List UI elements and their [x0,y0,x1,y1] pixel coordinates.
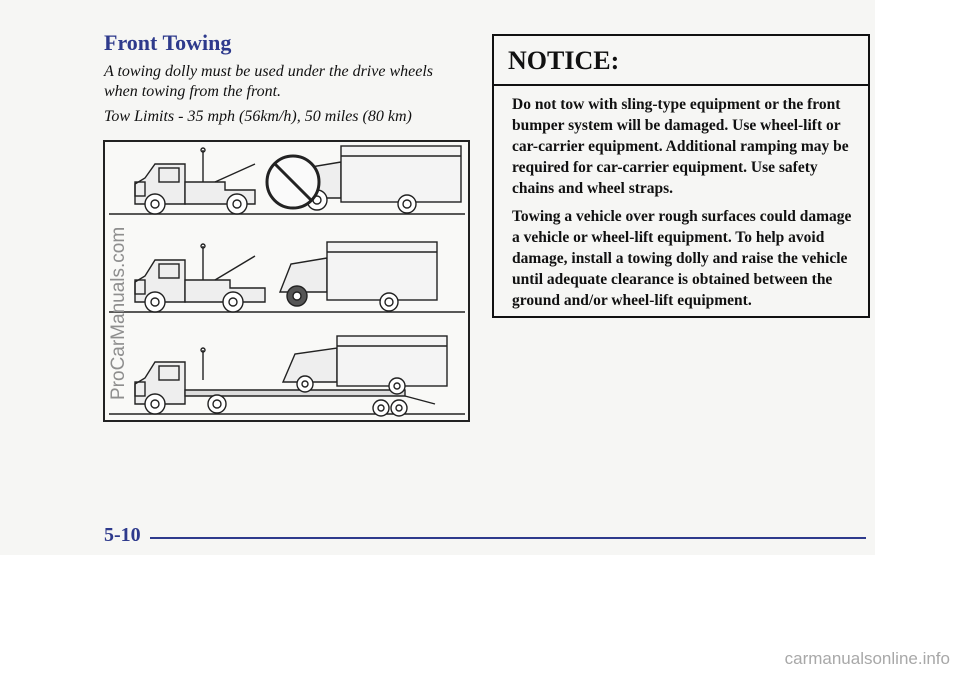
intro-text: A towing dolly must be used under the drive wheels when towing from the front. [104,63,433,100]
wheel-lift-tow-truck-icon [109,242,465,312]
towing-illustration [103,140,470,422]
notice-body [494,86,868,311]
notice-heading: NOTICE: [494,36,868,86]
notice-paragraph: Do not tow with sling-type equipment or the front bumper system will be damaged. Use wheel-lift or car-carrier equipment. Additional ramping may be required for car-carrier equipment. Use safety chains and wheel straps. [512,96,849,197]
car-carrier-tow-truck-icon [109,336,465,416]
section-title: Front Towing [104,30,232,55]
watermark-text: ProCarManuals.com [108,226,129,400]
prohibited-icon [267,156,319,208]
page-number: 5-10 [104,524,141,546]
footer-rule [150,537,866,539]
notice-paragraph: Towing a vehicle over rough surfaces could damage a vehicle or wheel-lift equipment. To help avoid damage, install a towing dolly and raise the vehicle until adequate clearance is obtained between the ground and/or wheel-lift equipment. [512,208,852,309]
footer-url: carmanualsonline.info [784,649,950,668]
tow-limits-text: Tow Limits - 35 mph (56km/h), 50 miles (80 km) [104,108,412,125]
notice-box [492,34,870,318]
